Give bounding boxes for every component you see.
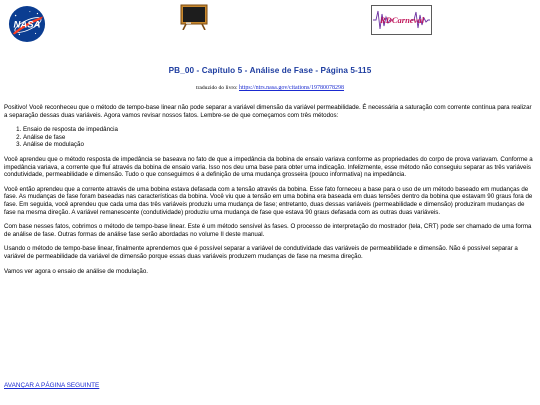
main-content — [4, 104, 536, 282]
list-item: 3. Análise de modulação — [23, 141, 536, 149]
list-item: 1. Ensaio de resposta de impedância — [23, 126, 536, 134]
page-title: PB_00 - Capítulo 5 - Análise de Fase - Página 5-115 — [168, 66, 372, 75]
nasa-wordmark: NASA — [13, 19, 41, 31]
page-header — [0, 0, 540, 60]
source-link[interactable]: https://ntrs.nasa.gov/citations/19780078298 — [239, 85, 345, 91]
intro-paragraph: Positivo! Você reconheceu que o método de tempo-base linear não pode separar a variável dimensão da variável permeabilidade. É necessária a saturação com corrente contínua para realizar a separação dessas duas variáveis. Agora vamos revisar nossos fatos. Lembre-se de que começamos com três métodos: — [4, 104, 532, 119]
phase-paragraph: Você então aprendeu que a corrente através de uma bobina estava defasada com a tensão através da bobina. Esse fato forneceu a base para o uso de um método baseado em mudanças de fase. As mudanças de fase foram baseadas nas características da bobina. Você viu que a tensão em uma bobina era baseada em duas tensões dentro da bobina que estavam 90 graus fora de fase. Em seguida, você aprendeu que cada uma das três variáveis produziu uma mudança de fase; entretanto, duas dessas variáveis (permeabilidade e dimensão) produziram mudanças de fase na mesma direção. A variável remanescente (condutividade) produziu uma mudança de fase que estava 90 graus defasada com as outras duas variáveis. — [4, 185, 533, 216]
source-prefix: traduzido do livro: — [195, 85, 240, 91]
impedance-paragraph: Você aprendeu que o método resposta de impedância se baseava no fato de que a impedância da bobina de ensaio variava conforme as propriedades do corpo de prova variavam. Conforme a impedância variava, a corrente que fluí através da bobina de ensaio varia. Isso nos deu uma base para obter uma indicação. Infelizmente, esse método não conseguiu separar as três variáveis condutividade, permeabilidade e dimensão. Tudo o que conseguimos é a definição de uma mudança grosseira (pouco informativa) na impedância. — [4, 155, 533, 179]
rdcarneval-logo — [371, 5, 432, 35]
chalkboard-icon — [180, 4, 208, 30]
list-item: 2. Análise de fase — [23, 134, 536, 142]
separation-paragraph: Usando o método de tempo-base linear, finalmente aprendemos que é possível separar a variável de condutividade das variáveis de permeabilidade e dimensão. Não é possível separar a variável de permeabilidade da variável de dimensão porque essas duas variáveis produzem mudanças de fase na mesma direção. — [4, 245, 518, 260]
source-line — [0, 85, 540, 91]
next-page-link[interactable]: AVANÇAR A PÁGINA SEGUINTE — [4, 382, 100, 389]
next-topic-paragraph: Vamos ver agora o ensaio de análise de modulação. — [4, 267, 149, 275]
rdcarneval-wordmark: RDCarneval — [380, 15, 424, 25]
timebase-paragraph: Com base nesses fatos, cobrimos o método de tempo-base linear. Este é um método sensível às fases. O processo de interpretação do mostrador (tela, CRT) pode ser chamado de uma forma de análise de fase. Outras formas de análise fase serão abordadas no volume II deste manual. — [4, 223, 532, 238]
methods-list — [4, 126, 536, 149]
nasa-logo — [8, 5, 46, 43]
